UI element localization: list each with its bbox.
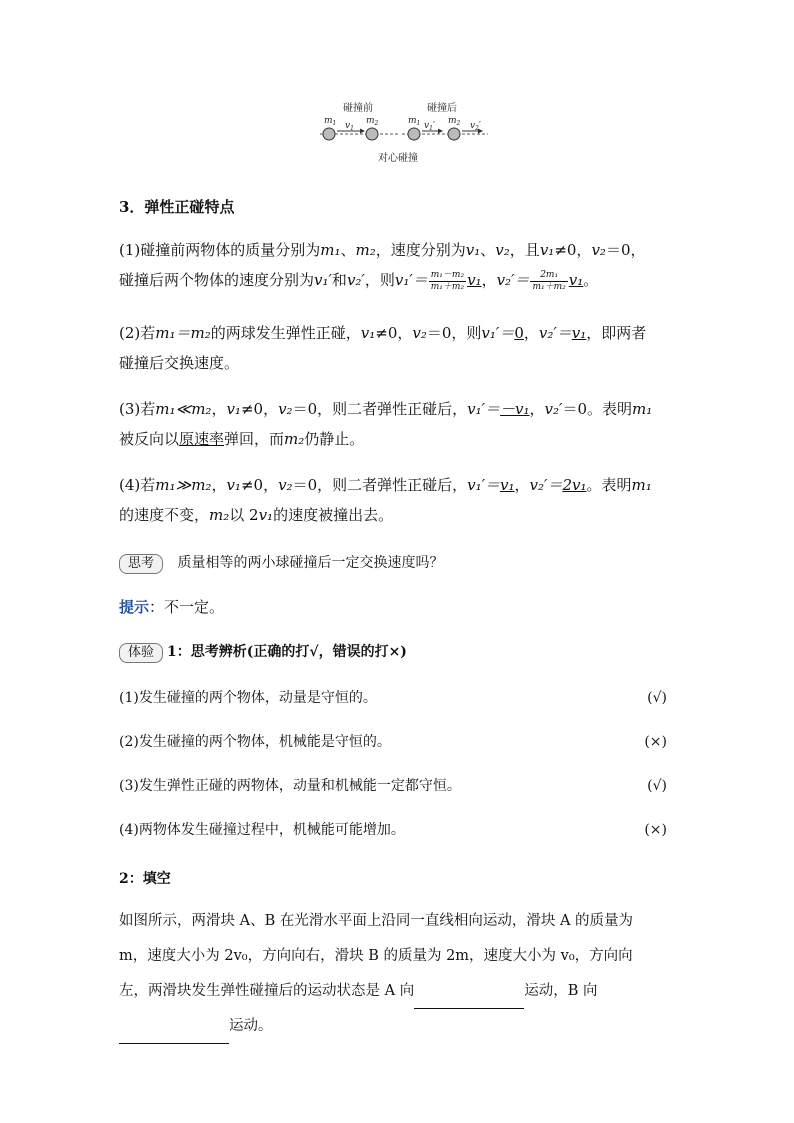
fraction-1: $\frac{\text{m₁－m₂}}{\text{m₁＋m₂}}$ [430,269,465,292]
exercise-item-4: (4)两物体发生碰撞过程中，机械能可能增加。 (×) [119,822,667,838]
label-v1p: $v_1'$ [424,121,435,132]
after-label: 碰撞后 [427,103,457,114]
exercise-title: 体验 1：思考辨析(正确的打√，错误的打×) [119,637,675,667]
collision-figure [300,98,500,168]
arrow-v1p-head [438,129,443,134]
section-3-title: 3．弹性正碰特点 [119,198,235,216]
arrow-v1-head [360,129,365,134]
answer-blank-a[interactable] [414,990,524,1009]
label-v2p: $v_2'$ [470,121,481,132]
answer-mark-4: (×) [644,822,667,838]
exercise-item-3: (3)发生弹性正碰的两物体，动量和机械能一定都守恒。 (√) [119,778,667,794]
ball-m1-before [323,128,335,140]
label-m1-after: $m_1$ [408,116,421,127]
paragraph-1: (1)碰撞前两物体的质量分别为m₁、m₂，速度分别为v₁、v₂，且v₁≠0，v₂＝0， 碰撞后两个物体的速度分别为v₁′和v₂′，则v₁′＝ $\frac{\text{m₁－m₂}}{\text{m₁＋m₂}}$ v₁，v₂′＝ $\frac{\text{2m₁}}{\text{m₁＋m₂}}$ v₁。 [119,241,646,292]
ball-m2-after [448,128,460,140]
label-m2-after: $m_2$ [448,116,461,127]
fraction-2: $\frac{\text{2m₁}}{\text{m₁＋m₂}}$ [532,269,566,292]
think-question: 思考 质量相等的两小球碰撞后一定交换速度吗？ [119,548,675,578]
exercise-item-1: (1)发生碰撞的两个物体，动量是守恒的。 (√) [119,690,667,706]
exercise-item-2: (2)发生碰撞的两个物体，机械能是守恒的。 (×) [119,734,667,750]
paragraph-3: (3)若m₁≪m₂，v₁≠0，v₂＝0，则二者弹性正碰后，v₁′＝－v₁，v₂′＝0。表明m₁ 被反向以原速率弹回，而m₂仍静止。 [119,400,653,448]
answer-mark-1: (√) [647,690,667,706]
answer-blank-b[interactable] [119,1025,229,1044]
think-tag: 思考 [119,554,163,574]
fill-title: 2：填空 [119,871,171,887]
label-v1: $v_1$ [345,121,354,132]
paragraph-4: (4)若m₁≫m₂，v₁≠0，v₂＝0，则二者弹性正碰后，v₁′＝v₁，v₂′＝2v₁。表明m₁ 的速度不变，m₂以 2v₁的速度被撞出去。 [119,476,652,524]
ball-m1-after [408,128,420,140]
answer-mark-2: (×) [644,734,667,750]
answer-mark-3: (√) [647,778,667,794]
before-label: 碰撞前 [343,103,373,114]
experience-tag: 体验 [119,643,163,663]
hint: 提示：不一定。 [119,598,225,616]
fill-paragraph: 如图所示，两滑块 A、B 在光滑水平面上沿同一直线相向运动，滑块 A 的质量为 m，速度大小为 2v₀，方向向右，滑块 B 的质量为 2m，速度大小为 v₀，方向向 左，两滑块发生弹性碰撞后的运动状态是 A 向 运动，B 向 运动。 [119,904,675,1044]
label-m2-before: $m_2$ [366,116,379,127]
label-m1-before: $m_1$ [324,116,337,127]
figure-caption: 对心碰撞 [378,153,418,164]
paragraph-2: (2)若m₁＝m₂的两球发生弹性正碰，v₁≠0，v₂＝0，则v₁′＝0，v₂′＝v₁，即两者 碰撞后交换速度。 [119,324,647,372]
ball-m2-before [366,128,378,140]
